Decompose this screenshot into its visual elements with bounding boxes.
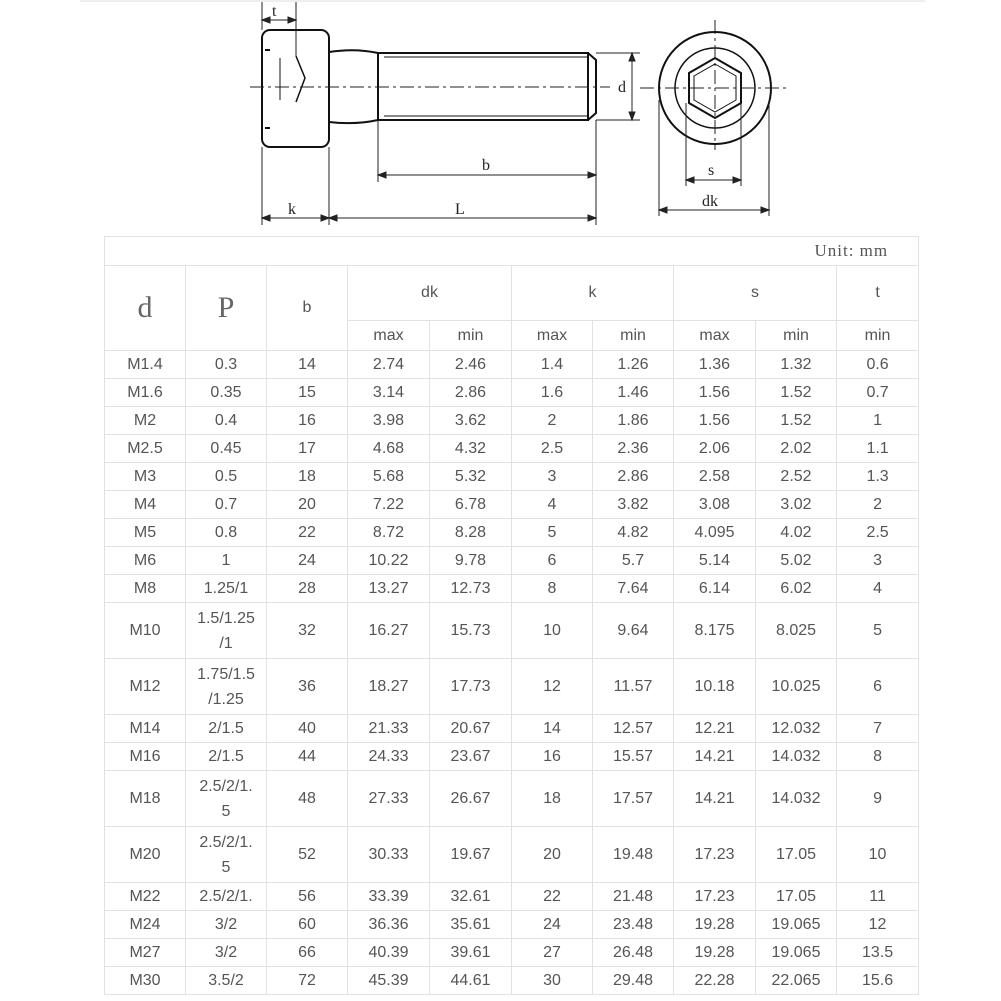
cell-s-max: 1.56 xyxy=(674,407,756,435)
cell-p-line1: 1.75/1.5 xyxy=(197,665,255,683)
header-s-max: max xyxy=(674,321,756,351)
cell-k-max: 22 xyxy=(512,883,593,911)
cell-s-max: 8.175 xyxy=(674,603,756,659)
cell-s-min: 12.032 xyxy=(756,715,837,743)
label-k: k xyxy=(288,201,296,218)
cell-s-min: 22.065 xyxy=(756,967,837,995)
cell-d: M2.5 xyxy=(105,435,186,463)
header-s-min: min xyxy=(756,321,837,351)
cell-p: 0.4 xyxy=(186,407,267,435)
header-dk-min: min xyxy=(430,321,512,351)
cell-s-max: 17.23 xyxy=(674,827,756,883)
cell-t-min: 12 xyxy=(837,911,919,939)
cell-k-max: 20 xyxy=(512,827,593,883)
cell-d: M5 xyxy=(105,519,186,547)
cell-t-min: 3 xyxy=(837,547,919,575)
cell-s-min: 19.065 xyxy=(756,911,837,939)
cell-p-line1: 2.5/2/1. xyxy=(199,777,253,795)
cell-dk-min: 4.32 xyxy=(430,435,512,463)
cell-d: M10 xyxy=(105,603,186,659)
header-t-min: min xyxy=(837,321,919,351)
cell-t-min: 0.6 xyxy=(837,351,919,379)
cell-dk-max: 7.22 xyxy=(348,491,430,519)
cell-t-min: 8 xyxy=(837,743,919,771)
cell-s-min: 5.02 xyxy=(756,547,837,575)
cell-d: M1.4 xyxy=(105,351,186,379)
cell-s-min: 6.02 xyxy=(756,575,837,603)
cell-d: M6 xyxy=(105,547,186,575)
cell-t-min: 6 xyxy=(837,659,919,715)
cell-dk-min: 3.62 xyxy=(430,407,512,435)
cell-dk-min: 23.67 xyxy=(430,743,512,771)
cell-dk-max: 4.68 xyxy=(348,435,430,463)
table-row xyxy=(105,407,919,435)
cell-k-max: 1.6 xyxy=(512,379,593,407)
cell-s-max: 3.08 xyxy=(674,491,756,519)
cell-k-max: 30 xyxy=(512,967,593,995)
cell-d: M16 xyxy=(105,743,186,771)
cell-b: 14 xyxy=(267,351,348,379)
cell-k-max: 3 xyxy=(512,463,593,491)
cell-dk-max: 21.33 xyxy=(348,715,430,743)
cell-s-max: 1.56 xyxy=(674,379,756,407)
cell-dk-min: 6.78 xyxy=(430,491,512,519)
unit-label: Unit: mm xyxy=(105,237,919,266)
cell-k-max: 8 xyxy=(512,575,593,603)
cell-p: 2/1.5 xyxy=(186,743,267,771)
table-row xyxy=(105,463,919,491)
cell-t-min: 1 xyxy=(837,407,919,435)
table-row xyxy=(105,491,919,519)
cell-b: 72 xyxy=(267,967,348,995)
cell-k-max: 16 xyxy=(512,743,593,771)
cell-k-max: 24 xyxy=(512,911,593,939)
table-row xyxy=(105,379,919,407)
cell-dk-min: 15.73 xyxy=(430,603,512,659)
cell-b: 28 xyxy=(267,575,348,603)
header-d: d xyxy=(105,266,186,351)
cell-t-min: 0.7 xyxy=(837,379,919,407)
cell-t-min: 2.5 xyxy=(837,519,919,547)
cell-k-min: 5.7 xyxy=(593,547,674,575)
cell-p-line1: 2.5/2/1. xyxy=(199,833,253,851)
cell-dk-max: 3.98 xyxy=(348,407,430,435)
cell-k-min: 15.57 xyxy=(593,743,674,771)
cell-t-min: 2 xyxy=(837,491,919,519)
cell-s-max: 4.095 xyxy=(674,519,756,547)
cell-b: 20 xyxy=(267,491,348,519)
cell-s-max: 19.28 xyxy=(674,911,756,939)
cell-k-max: 2.5 xyxy=(512,435,593,463)
cell-t-min: 11 xyxy=(837,883,919,911)
table-row xyxy=(105,519,919,547)
header-t: t xyxy=(837,266,919,321)
label-s: s xyxy=(708,162,715,179)
cell-b: 17 xyxy=(267,435,348,463)
cell-s-min: 14.032 xyxy=(756,771,837,827)
cell-k-min: 12.57 xyxy=(593,715,674,743)
cell-p xyxy=(186,771,267,827)
cell-s-min: 19.065 xyxy=(756,939,837,967)
cell-t-min: 9 xyxy=(837,771,919,827)
cell-s-max: 14.21 xyxy=(674,771,756,827)
cell-dk-max: 2.74 xyxy=(348,351,430,379)
cell-k-max: 6 xyxy=(512,547,593,575)
cell-s-min: 2.02 xyxy=(756,435,837,463)
cell-b: 56 xyxy=(267,883,348,911)
cell-s-min: 3.02 xyxy=(756,491,837,519)
cell-k-min: 11.57 xyxy=(593,659,674,715)
cell-k-max: 4 xyxy=(512,491,593,519)
table-row xyxy=(105,715,919,743)
cell-p-line2: /1 xyxy=(219,634,233,652)
cell-dk-max: 18.27 xyxy=(348,659,430,715)
cell-dk-max: 13.27 xyxy=(348,575,430,603)
table-row xyxy=(105,827,919,883)
cell-dk-max: 45.39 xyxy=(348,967,430,995)
cell-s-min: 4.02 xyxy=(756,519,837,547)
cell-dk-max: 10.22 xyxy=(348,547,430,575)
cell-dk-min: 39.61 xyxy=(430,939,512,967)
cell-dk-max: 33.39 xyxy=(348,883,430,911)
cell-s-min: 1.52 xyxy=(756,379,837,407)
cell-p: 0.5 xyxy=(186,463,267,491)
header-k: k xyxy=(512,266,674,321)
cell-b: 52 xyxy=(267,827,348,883)
cell-dk-min: 2.46 xyxy=(430,351,512,379)
cell-p xyxy=(186,603,267,659)
table-row xyxy=(105,967,919,995)
cell-dk-min: 2.86 xyxy=(430,379,512,407)
cell-p: 1.25/1 xyxy=(186,575,267,603)
cell-p: 2.5/2/1. xyxy=(186,883,267,911)
table-row xyxy=(105,911,919,939)
cell-k-min: 23.48 xyxy=(593,911,674,939)
table-row xyxy=(105,743,919,771)
header-dk-max: max xyxy=(348,321,430,351)
cell-s-max: 22.28 xyxy=(674,967,756,995)
cell-d: M2 xyxy=(105,407,186,435)
header-s: s xyxy=(674,266,837,321)
table-row xyxy=(105,435,919,463)
cell-b: 44 xyxy=(267,743,348,771)
cell-s-max: 2.58 xyxy=(674,463,756,491)
cell-p: 0.3 xyxy=(186,351,267,379)
cell-s-min: 10.025 xyxy=(756,659,837,715)
cell-s-max: 1.36 xyxy=(674,351,756,379)
cell-t-min: 1.1 xyxy=(837,435,919,463)
cell-dk-max: 27.33 xyxy=(348,771,430,827)
cell-p: 3/2 xyxy=(186,939,267,967)
cell-b: 15 xyxy=(267,379,348,407)
label-dk: dk xyxy=(702,193,718,210)
cell-d: M4 xyxy=(105,491,186,519)
cell-d: M14 xyxy=(105,715,186,743)
cell-p-line2: 5 xyxy=(221,858,231,876)
cell-t-min: 5 xyxy=(837,603,919,659)
cell-p: 0.8 xyxy=(186,519,267,547)
cell-dk-max: 40.39 xyxy=(348,939,430,967)
cell-s-max: 17.23 xyxy=(674,883,756,911)
cell-d: M1.6 xyxy=(105,379,186,407)
cell-k-min: 9.64 xyxy=(593,603,674,659)
table-row xyxy=(105,939,919,967)
cell-dk-min: 5.32 xyxy=(430,463,512,491)
header-p: P xyxy=(186,266,267,351)
cell-dk-max: 24.33 xyxy=(348,743,430,771)
cell-p-line1: 1.5/1.25 xyxy=(197,609,255,627)
cell-dk-min: 32.61 xyxy=(430,883,512,911)
label-t: t xyxy=(272,3,277,20)
cell-p-line2: /1.25 xyxy=(208,690,244,708)
cell-t-min: 13.5 xyxy=(837,939,919,967)
cell-s-max: 10.18 xyxy=(674,659,756,715)
cell-dk-min: 9.78 xyxy=(430,547,512,575)
cell-t-min: 15.6 xyxy=(837,967,919,995)
cell-dk-min: 12.73 xyxy=(430,575,512,603)
cell-d: M27 xyxy=(105,939,186,967)
cell-dk-max: 8.72 xyxy=(348,519,430,547)
cell-k-min: 19.48 xyxy=(593,827,674,883)
cell-d: M20 xyxy=(105,827,186,883)
cell-p-line2: 5 xyxy=(221,802,231,820)
cell-b: 18 xyxy=(267,463,348,491)
cell-s-min: 8.025 xyxy=(756,603,837,659)
cell-s-max: 19.28 xyxy=(674,939,756,967)
cell-d: M24 xyxy=(105,911,186,939)
cell-p: 2/1.5 xyxy=(186,715,267,743)
cell-dk-min: 20.67 xyxy=(430,715,512,743)
cell-p xyxy=(186,659,267,715)
cell-b: 60 xyxy=(267,911,348,939)
header-k-min: min xyxy=(593,321,674,351)
table-row xyxy=(105,883,919,911)
table-row xyxy=(105,603,919,659)
cell-p: 0.35 xyxy=(186,379,267,407)
header-b: b xyxy=(267,266,348,351)
cell-p: 0.45 xyxy=(186,435,267,463)
cell-p: 3/2 xyxy=(186,911,267,939)
cell-k-min: 17.57 xyxy=(593,771,674,827)
cell-s-max: 5.14 xyxy=(674,547,756,575)
cell-dk-max: 36.36 xyxy=(348,911,430,939)
header-k-max: max xyxy=(512,321,593,351)
cell-b: 22 xyxy=(267,519,348,547)
table-row xyxy=(105,547,919,575)
cell-s-min: 14.032 xyxy=(756,743,837,771)
cell-s-max: 14.21 xyxy=(674,743,756,771)
cell-b: 16 xyxy=(267,407,348,435)
cell-dk-min: 8.28 xyxy=(430,519,512,547)
cell-s-max: 6.14 xyxy=(674,575,756,603)
cell-dk-max: 16.27 xyxy=(348,603,430,659)
cell-s-min: 1.52 xyxy=(756,407,837,435)
cell-b: 24 xyxy=(267,547,348,575)
label-L: L xyxy=(455,201,465,218)
header-dk: dk xyxy=(348,266,512,321)
cell-s-min: 17.05 xyxy=(756,827,837,883)
cell-k-min: 4.82 xyxy=(593,519,674,547)
table-row xyxy=(105,771,919,827)
cell-dk-min: 19.67 xyxy=(430,827,512,883)
cell-k-min: 29.48 xyxy=(593,967,674,995)
cell-b: 48 xyxy=(267,771,348,827)
cell-dk-max: 3.14 xyxy=(348,379,430,407)
table-row xyxy=(105,575,919,603)
cell-k-max: 10 xyxy=(512,603,593,659)
cell-dk-min: 17.73 xyxy=(430,659,512,715)
cell-dk-min: 44.61 xyxy=(430,967,512,995)
cell-k-min: 26.48 xyxy=(593,939,674,967)
cell-k-max: 12 xyxy=(512,659,593,715)
cell-k-max: 2 xyxy=(512,407,593,435)
cell-dk-min: 35.61 xyxy=(430,911,512,939)
screw-technical-drawing xyxy=(0,0,1001,232)
cell-d: M12 xyxy=(105,659,186,715)
cell-k-min: 1.26 xyxy=(593,351,674,379)
cell-t-min: 1.3 xyxy=(837,463,919,491)
cell-t-min: 10 xyxy=(837,827,919,883)
label-d: d xyxy=(618,79,626,96)
cell-k-max: 18 xyxy=(512,771,593,827)
cell-k-min: 2.36 xyxy=(593,435,674,463)
table-row xyxy=(105,659,919,715)
cell-dk-min: 26.67 xyxy=(430,771,512,827)
cell-k-max: 1.4 xyxy=(512,351,593,379)
cell-d: M3 xyxy=(105,463,186,491)
cell-s-max: 12.21 xyxy=(674,715,756,743)
cell-k-min: 21.48 xyxy=(593,883,674,911)
cell-k-min: 1.86 xyxy=(593,407,674,435)
cell-s-max: 2.06 xyxy=(674,435,756,463)
cell-t-min: 7 xyxy=(837,715,919,743)
label-b: b xyxy=(482,157,490,174)
cell-k-min: 3.82 xyxy=(593,491,674,519)
cell-d: M22 xyxy=(105,883,186,911)
cell-b: 32 xyxy=(267,603,348,659)
table-row xyxy=(105,351,919,379)
cell-s-min: 2.52 xyxy=(756,463,837,491)
cell-k-max: 14 xyxy=(512,715,593,743)
cell-t-min: 4 xyxy=(837,575,919,603)
cell-k-min: 1.46 xyxy=(593,379,674,407)
cell-p: 0.7 xyxy=(186,491,267,519)
cell-dk-max: 5.68 xyxy=(348,463,430,491)
cell-k-min: 7.64 xyxy=(593,575,674,603)
dimension-table xyxy=(104,236,919,995)
cell-d: M18 xyxy=(105,771,186,827)
cell-p xyxy=(186,827,267,883)
cell-k-max: 5 xyxy=(512,519,593,547)
cell-p: 1 xyxy=(186,547,267,575)
cell-s-min: 1.32 xyxy=(756,351,837,379)
cell-p: 3.5/2 xyxy=(186,967,267,995)
cell-d: M30 xyxy=(105,967,186,995)
cell-b: 40 xyxy=(267,715,348,743)
cell-k-min: 2.86 xyxy=(593,463,674,491)
cell-dk-max: 30.33 xyxy=(348,827,430,883)
cell-b: 66 xyxy=(267,939,348,967)
cell-d: M8 xyxy=(105,575,186,603)
cell-b: 36 xyxy=(267,659,348,715)
cell-k-max: 27 xyxy=(512,939,593,967)
cell-s-min: 17.05 xyxy=(756,883,837,911)
